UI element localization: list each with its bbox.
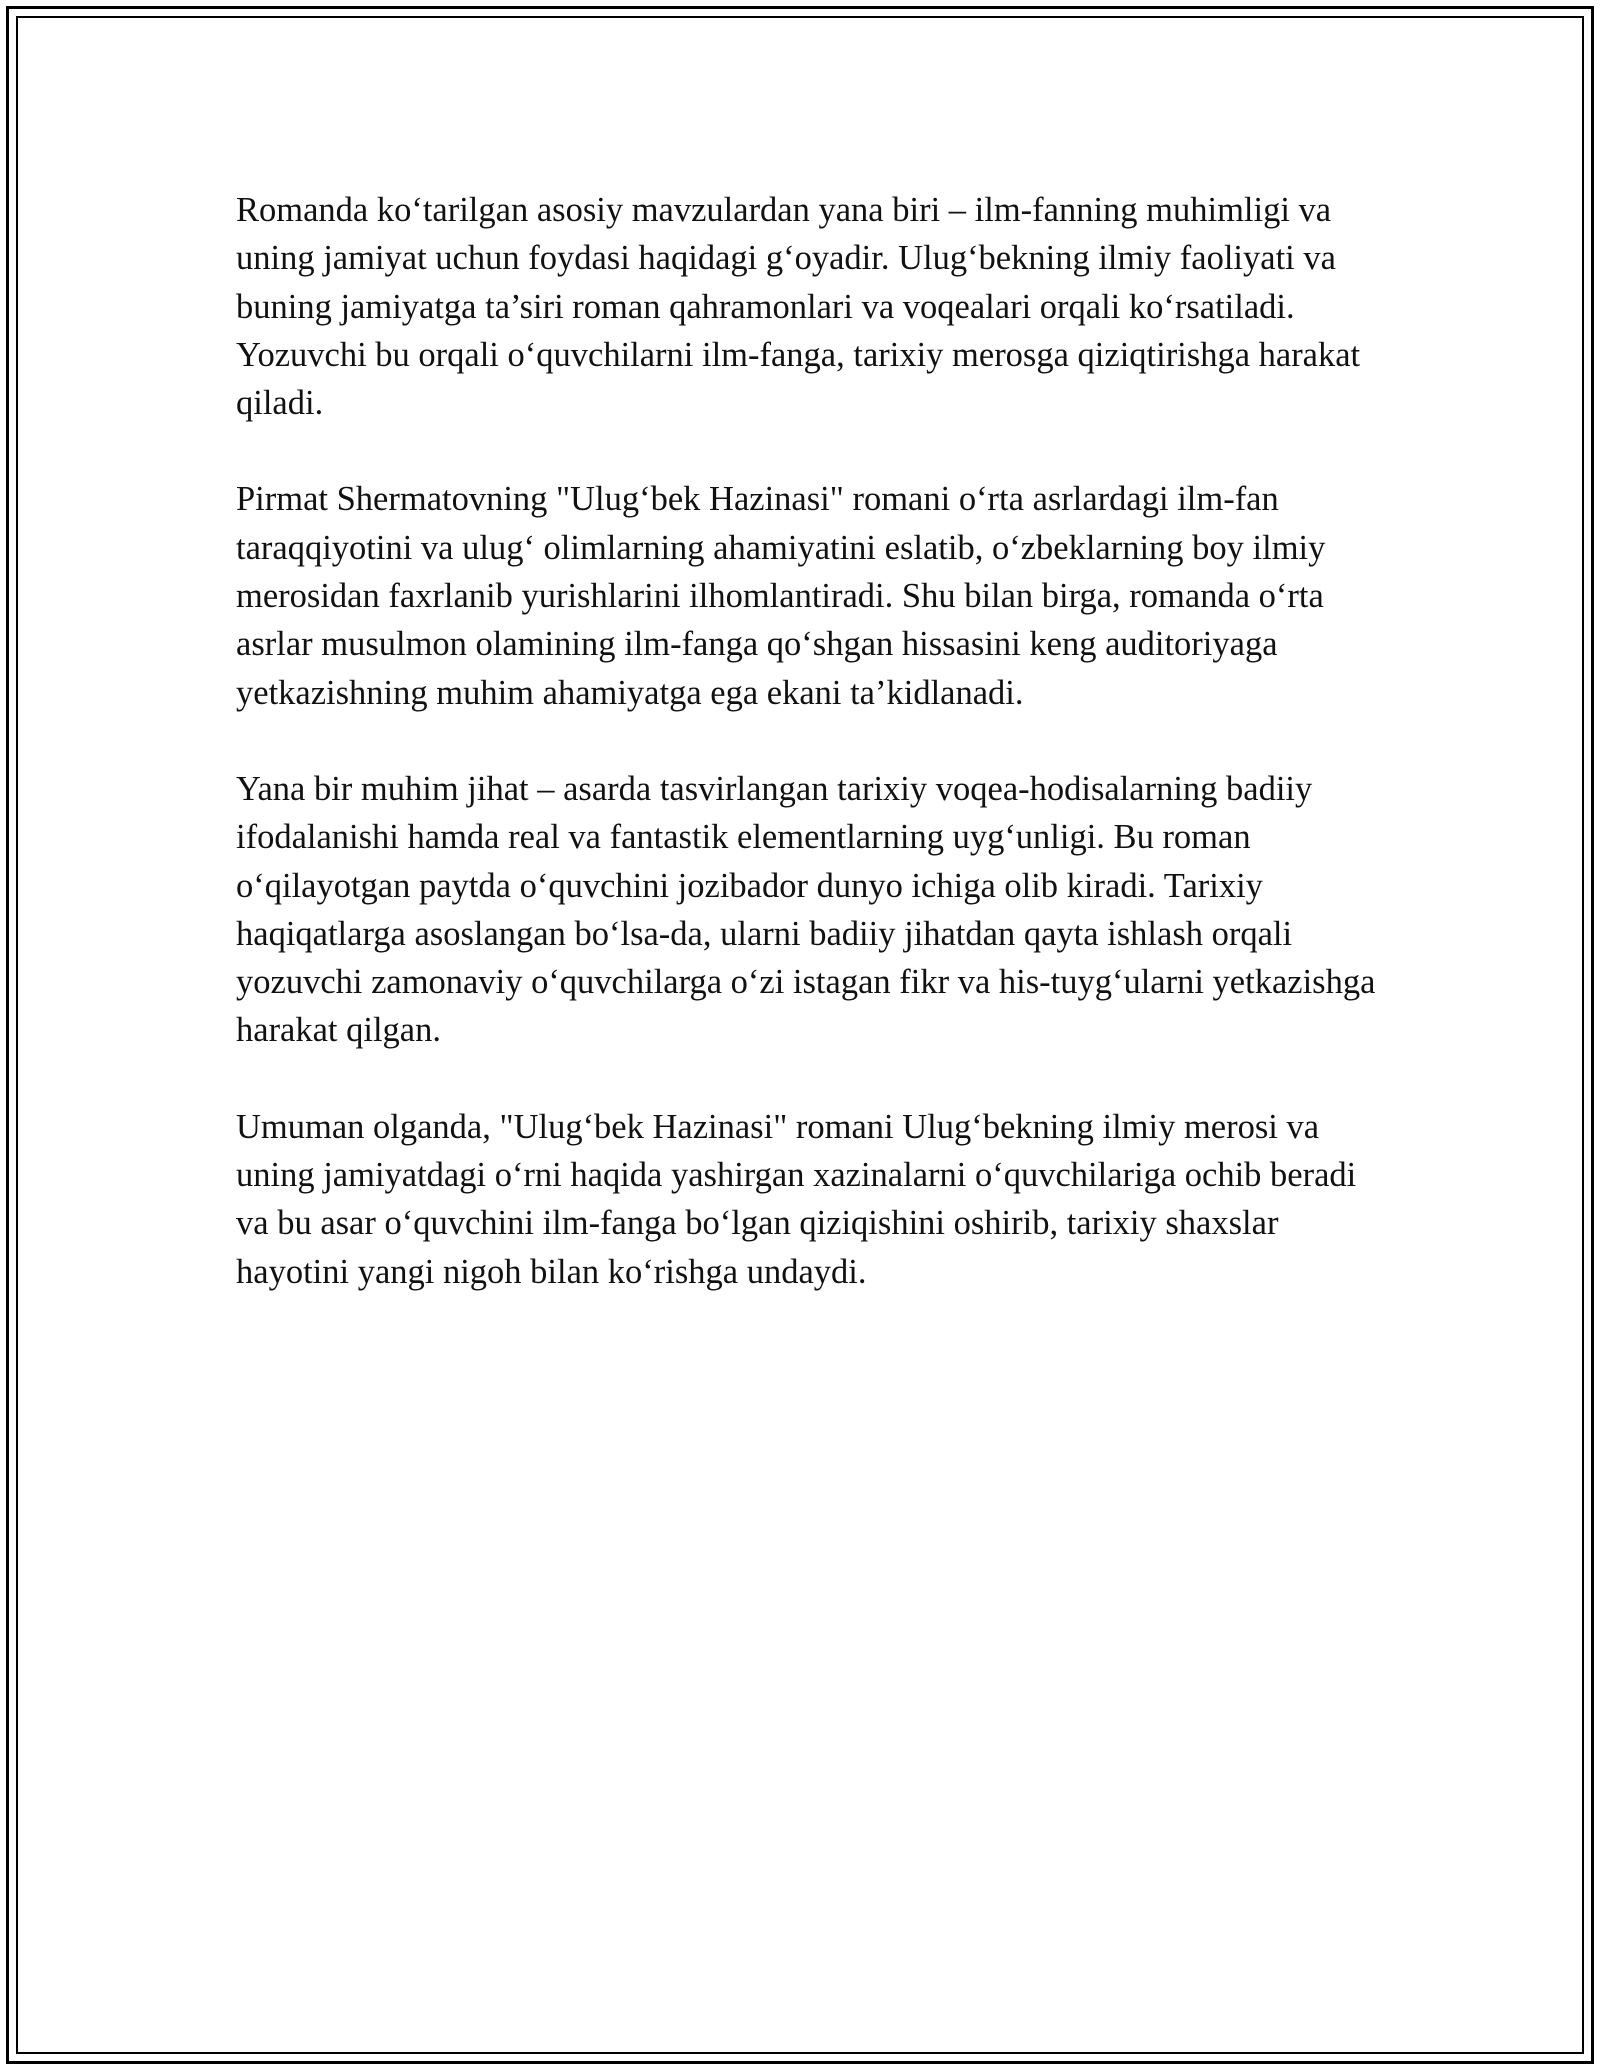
document-body bbox=[236, 186, 1386, 1344]
paragraph-3: Yana bir muhim jihat – asarda tasvirlangan tarixiy voqea-hodisalarning badiiy ifodalanishi hamda real va fantastik elementlarning uyg‘unligi. Bu roman o‘qilayotgan paytda o‘quvchini jozibador dunyo ichiga olib kiradi. Tarixiy haqiqatlarga asoslangan bo‘lsa-da, ularni badiiy jihatdan qayta ishlash orqali yozuvchi zamonaviy o‘quvchilarga o‘zi istagan fikr va his-tuyg‘ularni yetkazishga harakat qilgan. bbox=[236, 769, 1376, 1050]
paragraph-4: Umuman olganda, "Ulug‘bek Hazinasi" romani Ulug‘bekning ilmiy merosi va uning jamiyatdagi o‘rni haqida yashirgan xazinalarni o‘quvchilariga ochib beradi va bu asar o‘quvchini ilm-fanga bo‘lgan qiziqishini oshirib, tarixiy shaxslar hayotini yangi nigoh bilan ko‘rishga undaydi. bbox=[236, 1107, 1357, 1291]
paragraph-1: Romanda ko‘tarilgan asosiy mavzulardan yana biri – ilm-fanning muhimligi va uning jamiyat uchun foydasi haqidagi g‘oyadir. Ulug‘bekning ilmiy faoliyati va buning jamiyatga ta’siri roman qahramonlari va voqealari orqali ko‘rsatiladi. Yozuvchi bu orqali o‘quvchilarni ilm-fanga, tarixiy merosga qiziqtirishga harakat qiladi. bbox=[236, 191, 1361, 423]
paragraph-2: Pirmat Shermatovning "Ulug‘bek Hazinasi" romani o‘rta asrlardagi ilm-fan taraqqiyotini va ulug‘ olimlarning ahamiyatini eslatib, o‘zbeklarning boy ilmiy merosidan faxrlanib yurishlarini ilhomlantiradi. Shu bilan birga, romanda o‘rta asrlar musulmon olamining ilm-fanga qo‘shgan hissasini keng auditoriyaga yetkazishning muhim ahamiyatga ega ekani ta’kidlanadi. bbox=[236, 480, 1326, 712]
